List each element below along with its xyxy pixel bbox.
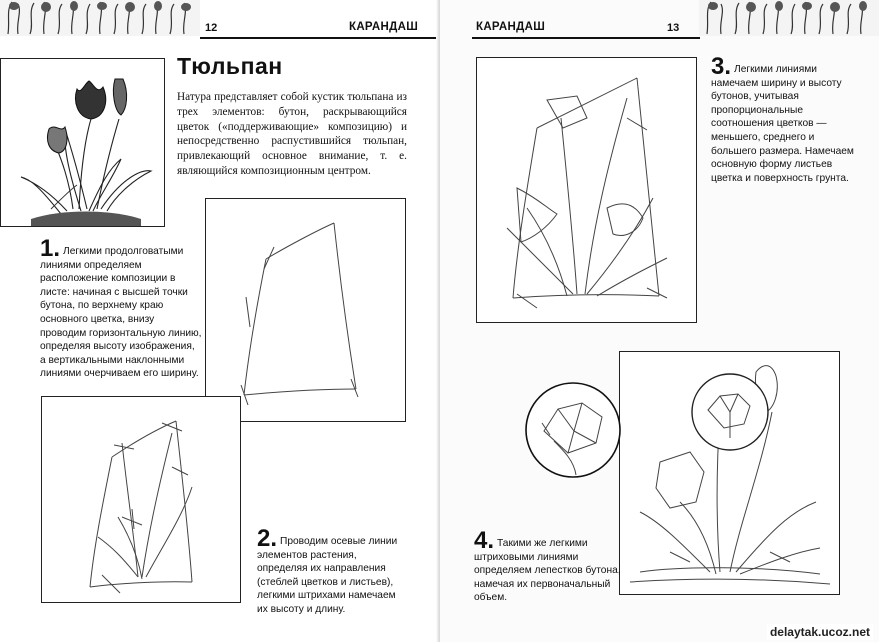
- step1-body: Легкими продолговатыми линиями определяем расположение композиции в листе: начиная с высшей точки бутона, по верхнему краю основного цветка, внизу проводим горизонтальную линию, определяя высоту изображения, а вертикальными наклонными линиями очерчиваем его ширину.: [40, 246, 202, 380]
- running-title-right: КАРАНДАШ: [476, 21, 546, 33]
- step1-text: [40, 235, 202, 381]
- header-ornament-right: [699, 0, 879, 36]
- step2-sketch: [41, 396, 241, 603]
- header-ornament-left: [0, 0, 200, 36]
- step1-sketch: [205, 198, 406, 422]
- right-page: [440, 0, 879, 642]
- article-title: Тюльпан: [177, 53, 283, 79]
- step4-text: [474, 527, 622, 605]
- step3-sketch: [476, 57, 697, 323]
- step2-number: 2.: [257, 525, 278, 552]
- step1-number: 1.: [40, 235, 61, 262]
- running-title-left: КАРАНДАШ: [349, 21, 419, 33]
- step4-sketch: [619, 351, 840, 595]
- page-number-right: 13: [667, 22, 680, 34]
- step3-body: Легкими линиями намечаем ширину и высоту бутонов, учитывая пропорциональные соотношения цветков — меньшего, среднего и большего размера. Намечаем основную форму листьев цветка и поверхность грунта.: [711, 64, 854, 184]
- header-rule-right: [472, 37, 700, 39]
- step4-body: Такими же легкими штриховыми линиями определяем лепестков бутона, намечая их первоначальный объем.: [474, 538, 621, 604]
- page-number-left: 12: [205, 22, 218, 34]
- header-rule-left: [200, 37, 436, 39]
- step2-body: Проводим осевые линии элементов растения, определяя их направления (стеблей цветков и листьев), легкими штрихами намечаем их высоту и длину.: [257, 536, 398, 615]
- intro-paragraph: Натура представляет собой кустик тюльпана из трех элементов: бутон, раскрывающийся цветок («поддерживающие» композицию) и непосредственно распустившийся тюльпан, привлекающий основное внимание, т. е. являющийся композиционным центром.: [177, 91, 407, 177]
- tulip-illustration: [0, 58, 165, 227]
- step2-text: [257, 525, 407, 617]
- step3-number: 3.: [711, 53, 732, 80]
- step3-text: [711, 53, 861, 185]
- site-watermark: delaytak.ucoz.net: [767, 624, 873, 640]
- bud-detail-magnifier: [524, 381, 622, 479]
- step4-number: 4.: [474, 527, 495, 554]
